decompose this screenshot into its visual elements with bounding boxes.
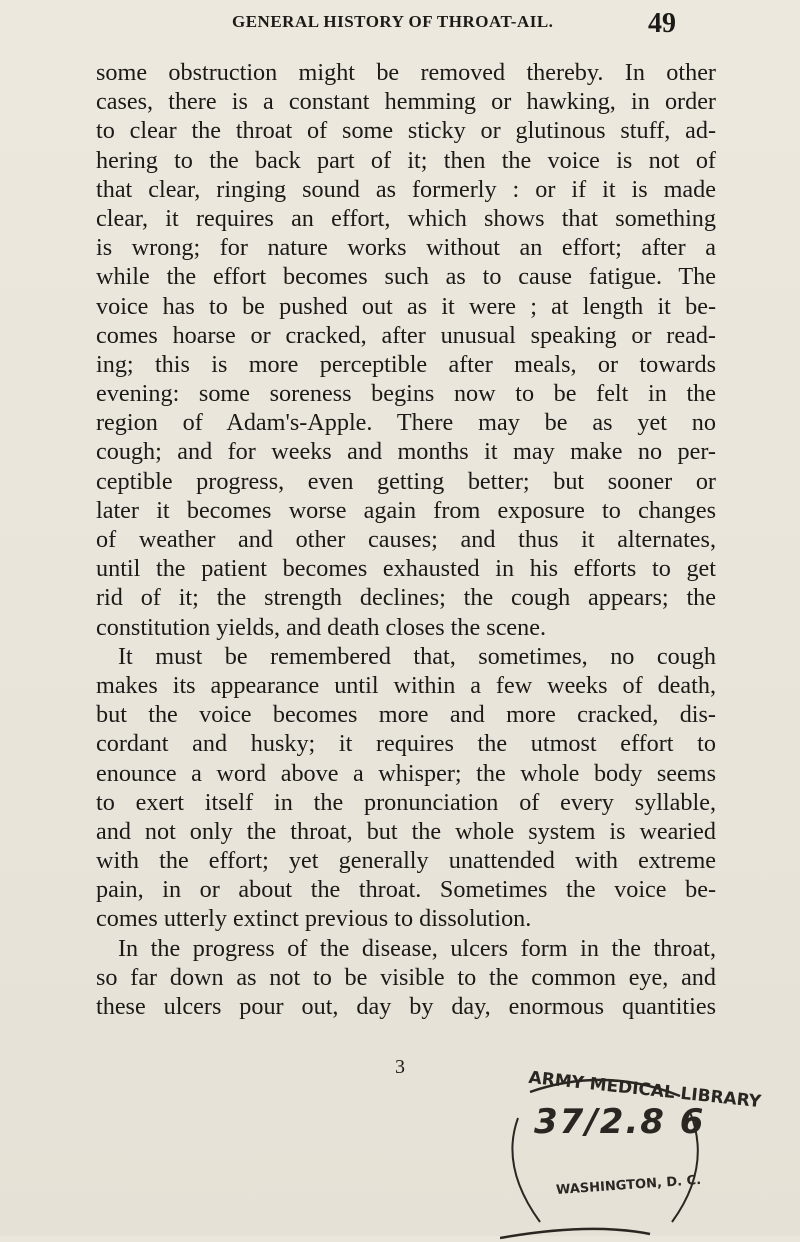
text-line: but the voice becomes more and more cracked, dis- (96, 701, 716, 729)
running-title: GENERAL HISTORY OF THROAT-AIL. (232, 12, 554, 31)
text-line: that clear, ringing sound as formerly : or if it is made (96, 175, 716, 203)
text-line: of weather and other causes; and thus it alternates, (96, 526, 716, 553)
stamp-top-text: ARMY MEDICAL LIBRARY (527, 1067, 762, 1113)
text-line: evening: some soreness begins now to be felt in the (96, 380, 716, 408)
text-line: later it becomes worse again from exposure to changes (96, 496, 716, 524)
body-text (96, 58, 716, 1021)
text-line: makes its appearance until within a few weeks of death, (96, 671, 716, 699)
text-line: is wrong; for nature works without an effort; after a (96, 234, 716, 262)
text-line: constitution yields, and death closes the scene. (96, 613, 547, 641)
text-line: comes hoarse or cracked, after unusual speaking or read- (96, 321, 716, 349)
text-line: some obstruction might be removed thereby. In other (96, 59, 716, 86)
text-line: cordant and husky; it requires the utmost effort to (96, 730, 716, 758)
text-line: region of Adam's-Apple. There may be as yet no (96, 409, 716, 437)
text-line: cases, there is a constant hemming or hawking, in order (96, 88, 716, 116)
text-line: cough; and for weeks and months it may make no per- (96, 438, 716, 466)
text-line: voice has to be pushed out as it were ; at length it be- (96, 292, 716, 320)
text-line: so far down as not to be visible to the common eye, and (96, 963, 716, 991)
text-line: and not only the throat, but the whole system is wearied (96, 817, 716, 845)
text-line: comes utterly extinct previous to dissolution. (96, 905, 532, 933)
text-line: clear, it requires an effort, which shows that something (96, 204, 716, 232)
text-line: to exert itself in the pronunciation of every syllable, (96, 788, 716, 816)
signature-mark: 3 (395, 1056, 405, 1078)
text-line: hering to the back part of it; then the voice is not of (96, 146, 716, 174)
text-line: until the patient becomes exhausted in his efforts to get (96, 555, 716, 583)
stamp-number: 37/2.8 6 (534, 1102, 706, 1142)
text-line: these ulcers pour out, day by day, enormous quantities (96, 993, 716, 1020)
text-line: pain, in or about the throat. Sometimes the voice be- (96, 876, 716, 904)
stamp-bottom-text: WASHINGTON, D. C. (555, 1172, 702, 1199)
page-number: 49 (648, 8, 676, 39)
text-line: while the effort becomes such as to cause fatigue. The (96, 263, 716, 291)
text-line: ing; this is more perceptible after meals, or towards (96, 350, 716, 378)
text-line: ceptible progress, even getting better; but sooner or (96, 467, 716, 495)
text-line: rid of it; the strength declines; the cough appears; the (96, 584, 716, 612)
text-line: It must be remembered that, sometimes, no cough (118, 642, 716, 670)
text-line: with the effort; yet generally unattended with extreme (96, 847, 716, 875)
text-line: to clear the throat of some sticky or glutinous stuff, ad- (96, 117, 716, 145)
text-line: In the progress of the disease, ulcers form in the throat, (118, 934, 716, 962)
text-line: enounce a word above a whisper; the whole body seems (96, 759, 716, 787)
running-head (0, 8, 800, 48)
